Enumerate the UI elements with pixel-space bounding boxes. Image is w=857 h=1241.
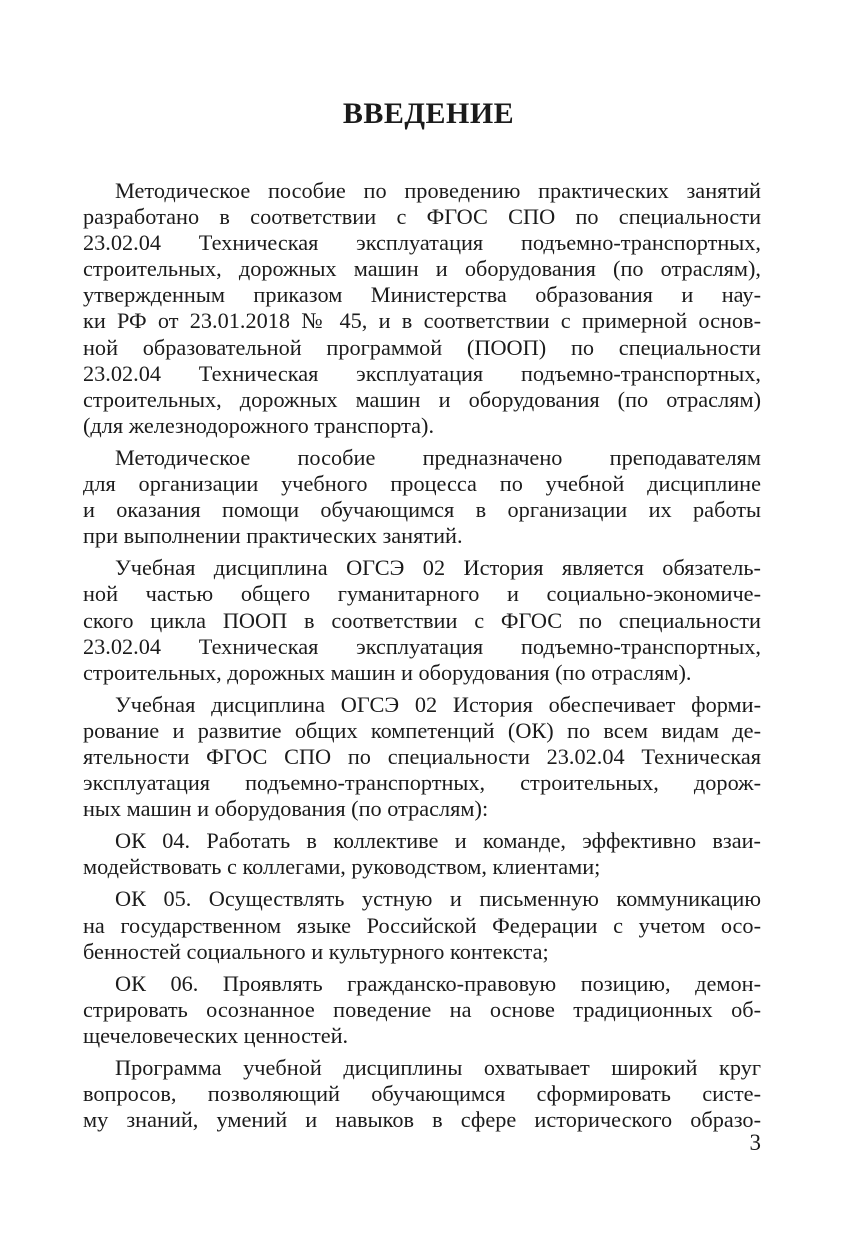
page-heading: ВВЕДЕНИЕ [342,97,515,130]
paragraph-line: и оказания помощи обучающимся в организации их работы [83,497,761,523]
paragraph-line: ной частью общего гуманитарного и социально-экономиче- [83,581,761,607]
paragraph-line: ского цикла ПООП в соответствии с ФГОС по специальности [83,607,761,633]
paragraph-line: при выполнении практических занятий. [83,523,463,549]
paragraph-line: утвержденным приказом Министерства образования и нау- [83,282,761,308]
page-number: 3 [749,1130,761,1155]
paragraph-line: 23.02.04 Техническая эксплуатация подъемно-транспортных, [83,230,761,256]
paragraph-line: ки РФ от 23.01.2018 № 45, и в соответствии с примерной основ- [83,308,761,334]
paragraph-line: ОК 05. Осуществлять устную и письменную коммуникацию [115,886,761,912]
paragraph [83,886,761,964]
paragraph-line: вопросов, позволяющий обучающимся сформировать систе- [83,1081,761,1107]
paragraph-line: му знаний, умений и навыков в сфере исторического образо- [83,1107,761,1133]
paragraph-line: бенностей социального и культурного контекста; [83,938,549,964]
paragraph [83,692,761,822]
paragraph [83,445,761,549]
paragraph [83,1055,761,1133]
paragraph-line: Программа учебной дисциплины охватывает широкий круг [115,1055,761,1080]
paragraph-line: Методическое пособие по проведению практических занятий [115,178,761,203]
paragraph-line: ных машин и оборудования (по отраслям): [83,796,489,822]
paragraph-line: (для железнодорожного транспорта). [83,412,435,438]
paragraph-line: Учебная дисциплина ОГСЭ 02 История является обязатель- [115,555,761,581]
paragraph-line: строительных, дорожных машин и оборудования (по отраслям) [83,386,761,412]
paragraph-line: 23.02.04 Техническая эксплуатация подъемно-транспортных, [83,633,761,659]
paragraph [83,971,761,1049]
paragraph [83,178,761,439]
paragraph-line: разработано в соответствии с ФГОС СПО по специальности [83,204,761,230]
paragraph-line: щечеловеческих ценностей. [83,1022,349,1048]
paragraph-line: строительных, дорожных машин и оборудования (по отраслям). [83,659,692,685]
paragraph-line: ОК 04. Работать в коллективе и команде, эффективно взаи- [115,828,761,854]
paragraph-line: Методическое пособие предназначено преподавателям [115,444,761,470]
paragraph-line: строительных, дорожных машин и оборудования (по отраслям), [83,256,761,282]
paragraph-line: эксплуатация подъемно-транспортных, строительных, дорож- [83,770,761,796]
paragraph-line: стрировать осознанное поведение на основе традиционных об- [83,996,761,1022]
body-text [83,178,761,1133]
paragraph-line: ятельности ФГОС СПО по специальности 23.02.04 Техническая [83,743,761,769]
paragraph-line: 23.02.04 Техническая эксплуатация подъемно-транспортных, [83,360,761,386]
paragraph [83,828,761,880]
paragraph-line: рование и развитие общих компетенций (ОК) по всем видам де- [83,717,761,743]
paragraph-line: Учебная дисциплина ОГСЭ 02 История обеспечивает форми- [115,691,761,717]
paragraph [83,555,761,685]
paragraph-line: ОК 06. Проявлять гражданско-правовую позицию, демон- [115,970,761,996]
paragraph-line: модействовать с коллегами, руководством, клиентами; [83,854,601,880]
paragraph-line: на государственном языке Российской Федерации с учетом осо- [83,912,761,938]
paragraph-line: ной образовательной программой (ПООП) по специальности [83,334,761,360]
paragraph-line: для организации учебного процесса по учебной дисциплине [83,471,761,497]
